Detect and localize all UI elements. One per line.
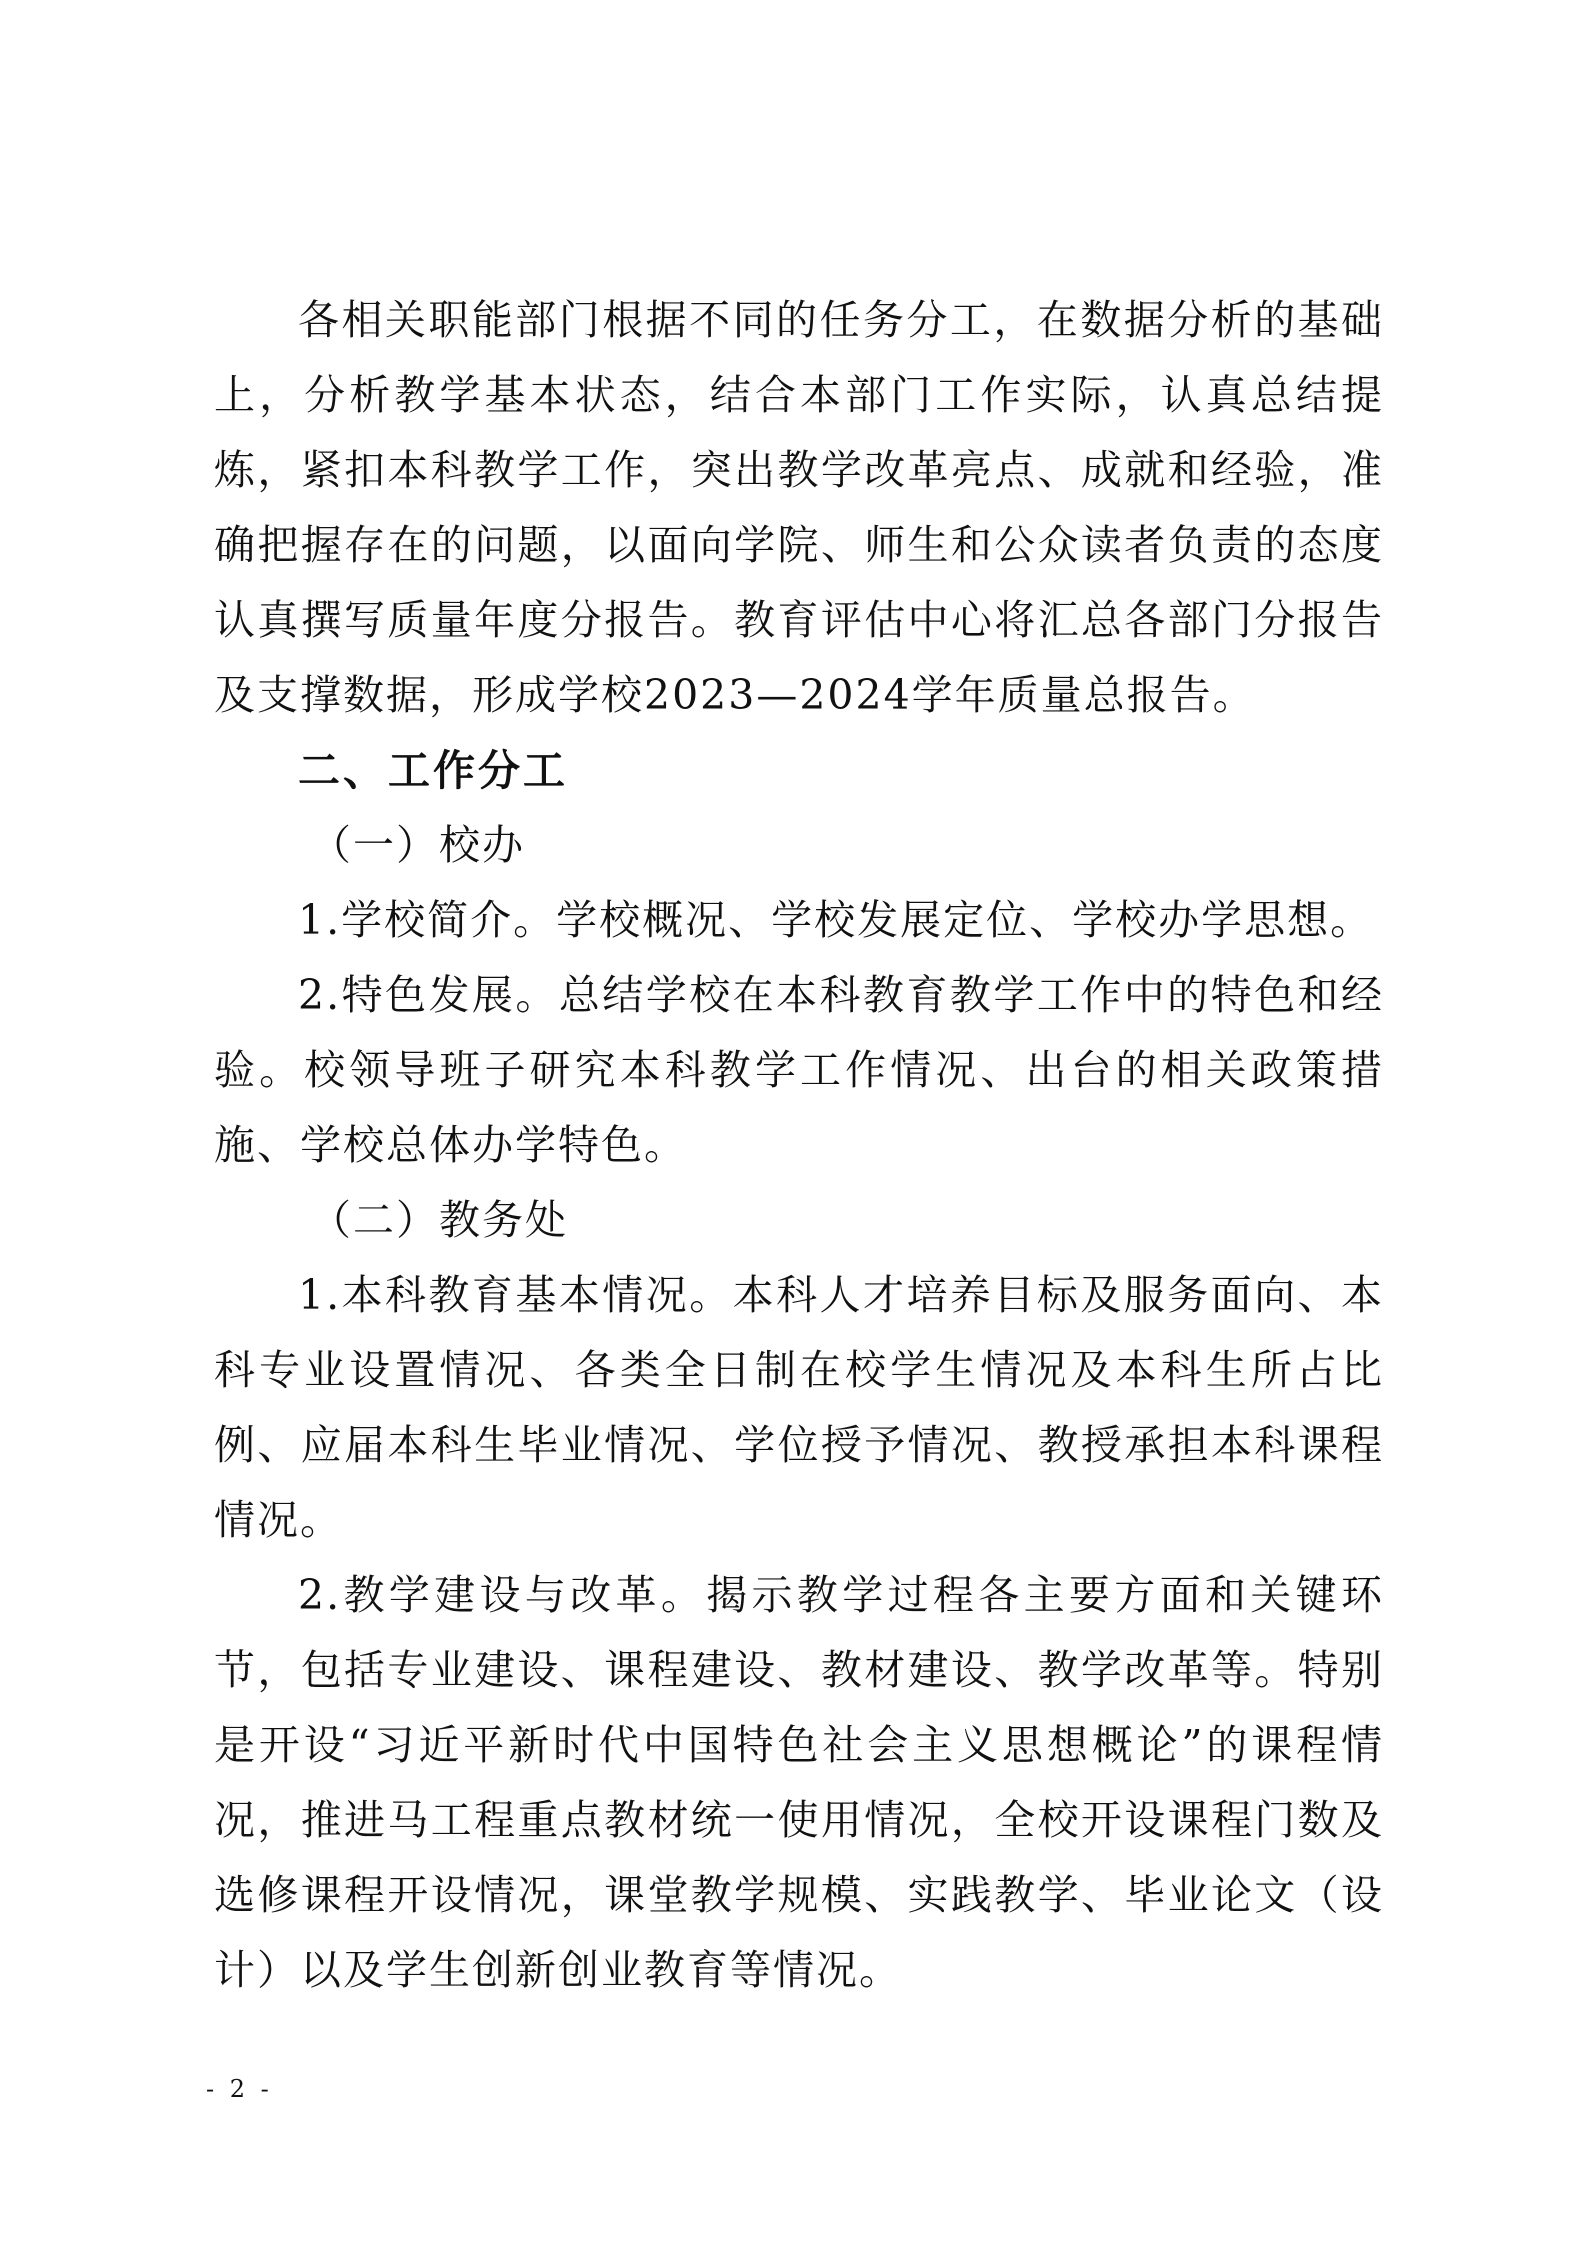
subsection-heading-office: （一）校办	[310, 821, 525, 869]
page-number: - 2 -	[206, 2075, 273, 2103]
subsection-heading-academic-affairs: （二）教务处	[310, 1196, 568, 1244]
office-item-1: 1.学校简介。学校概况、学校发展定位、学校办学思想。	[298, 896, 1374, 944]
academic-affairs-item-2: 2.教学建设与改革。揭示教学过程各主要方面和关键环节，包括专业建设、课程建设、教材建设、教学改革等。特别是开设“习近平新时代中国特色社会主义思想概论”的课程情况，推进马工程重点教材统一使用情况，全校开设课程门数及选修课程开设情况，课堂教学规模、实践教学、毕业论文（设计）以及学生创新创业教育等情况。	[214, 1571, 1384, 1994]
intro-paragraph: 各相关职能部门根据不同的任务分工，在数据分析的基础上，分析教学基本状态，结合本部门工作实际，认真总结提炼，紧扣本科教学工作，突出教学改革亮点、成就和经验，准确把握存在的问题，以面向学院、师生和公众读者负责的态度认真撰写质量年度分报告。教育评估中心将汇总各部门分报告及支撑数据，形成学校2023—2024学年质量总报告。	[214, 296, 1384, 719]
office-item-2: 2.特色发展。总结学校在本科教育教学工作中的特色和经验。校领导班子研究本科教学工作情况、出台的相关政策措施、学校总体办学特色。	[214, 971, 1384, 1169]
academic-affairs-item-1: 1.本科教育基本情况。本科人才培养目标及服务面向、本科专业设置情况、各类全日制在校学生情况及本科生所占比例、应届本科生毕业情况、学位授予情况、教授承担本科课程情况。	[214, 1271, 1384, 1544]
document-content	[214, 283, 1384, 2008]
section-heading-work-division: 二、工作分工	[298, 746, 569, 795]
